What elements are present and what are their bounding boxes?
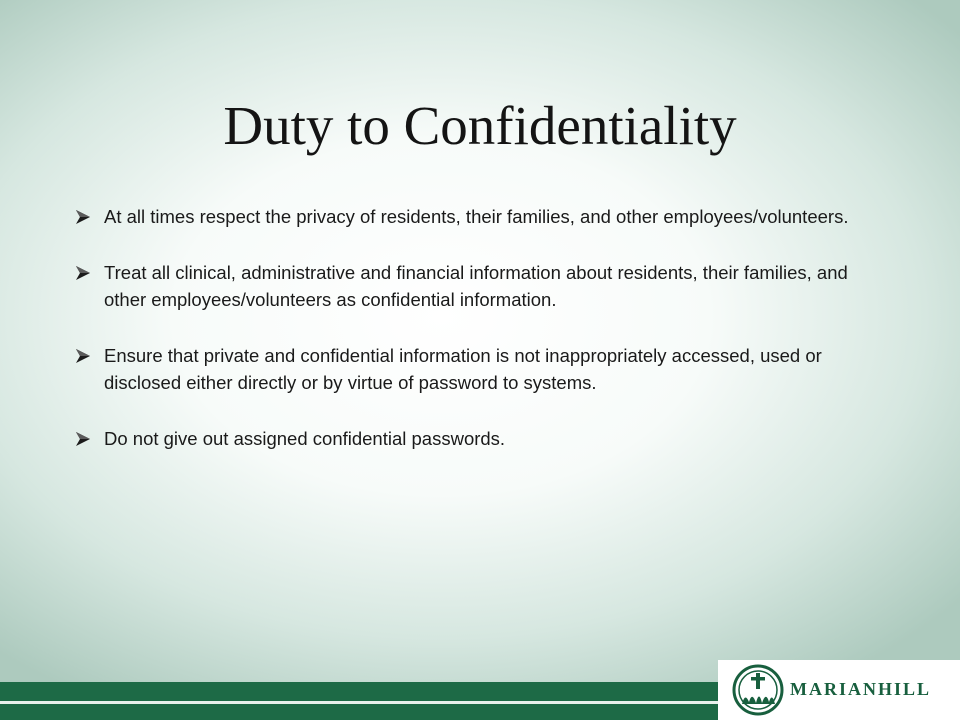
slide-title: Duty to Confidentiality	[223, 95, 737, 156]
arrow-bullet-icon	[76, 210, 90, 224]
bullet-text: Do not give out assigned confidential passwords.	[104, 428, 506, 449]
bullet-text: Ensure that private and confidential information is not inappropriately accessed, used or disclosed either directly or by virtue of password to systems.	[104, 345, 822, 393]
arrow-bullet-icon	[76, 266, 90, 280]
bullet-text: Treat all clinical, administrative and financial information about residents, their families, and other employees/volunteers as confidential information.	[104, 262, 848, 310]
arrow-bullet-icon	[76, 349, 90, 363]
bullet-item	[76, 259, 856, 313]
arrow-bullet-icon	[76, 432, 90, 446]
bullet-item	[76, 203, 856, 230]
bullet-list	[76, 203, 856, 481]
bullet-item	[76, 342, 856, 396]
brand-name: MARIANHILL	[790, 679, 932, 699]
bullet-text: At all times respect the privacy of residents, their families, and other employees/volunteers.	[104, 206, 849, 227]
bullet-item	[76, 425, 856, 452]
marianhill-emblem-icon	[732, 664, 784, 716]
